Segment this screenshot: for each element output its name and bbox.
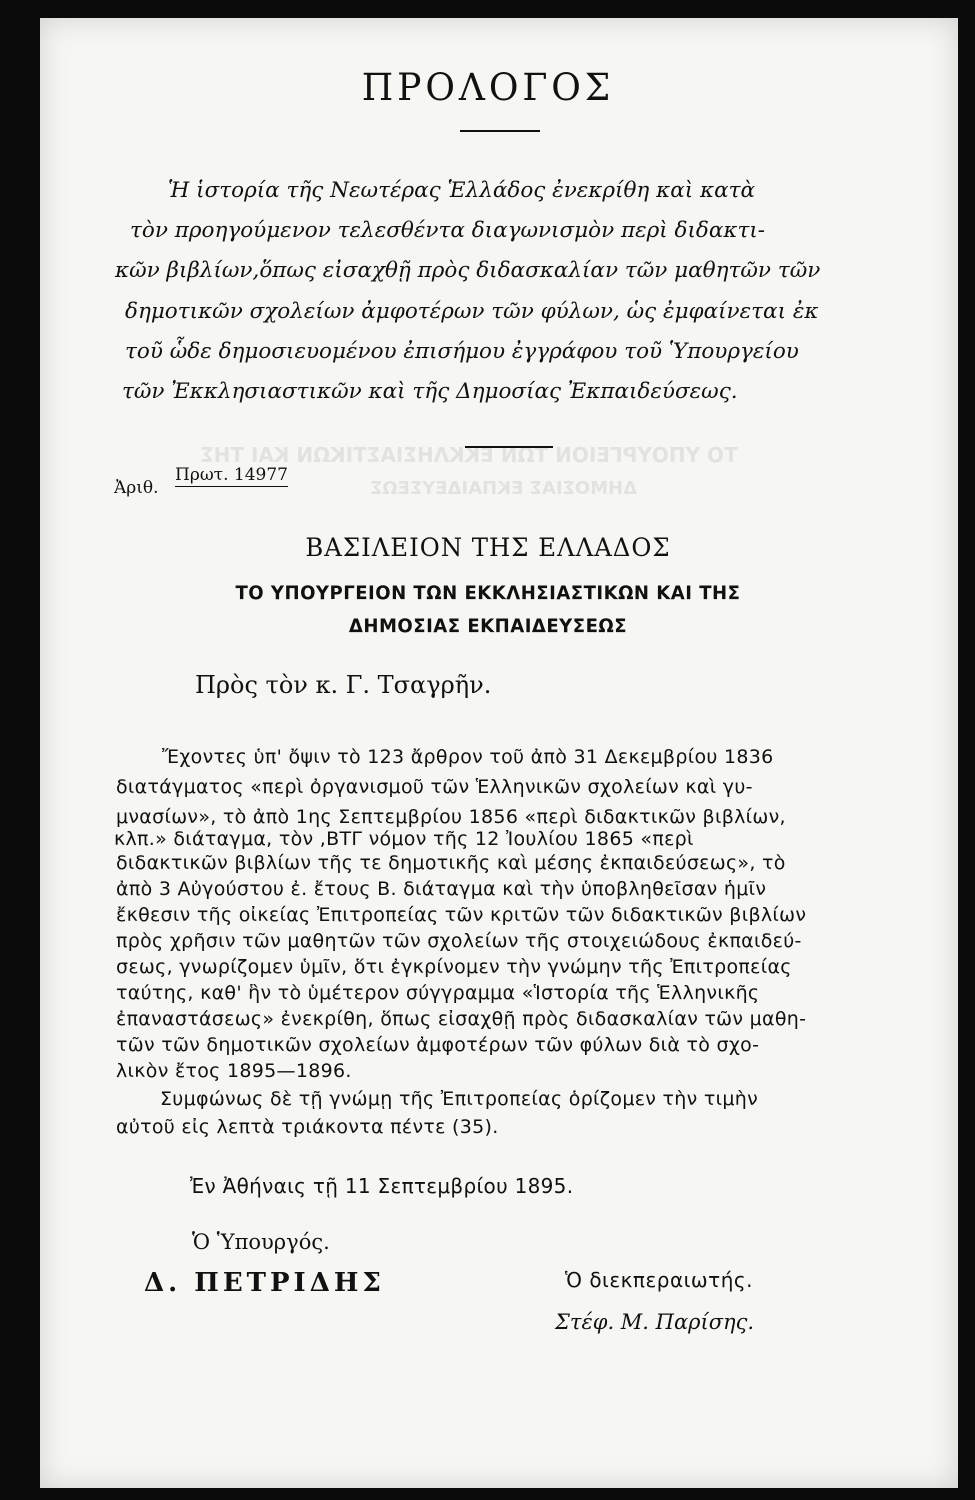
ministry-heading-line2: ΔΗΜΟΣΙΑΣ ΕΚΠΑΙΔΕΥΣΕΩΣ <box>348 616 628 637</box>
minister-title: Ὁ Ὑπουργός. <box>192 1230 330 1254</box>
addressee: Πρὸς τὸν κ. Γ. Τσαγρῆν. <box>195 671 492 699</box>
intro-line: τοῦ ὧδε δημοσιευομένου ἐπισήμου ἐγγράφου τοῦ Ὑπουργείου <box>125 339 799 364</box>
bleed-through-text: ΔΗΜΟΣΙΑΣ ΕΚΠΑΙΔΕΥΣΕΩΣ <box>370 478 638 499</box>
courier-title: Ὁ διεκπεραιωτής. <box>565 1268 753 1292</box>
intro-line: Ἡ ἱστορία τῆς Νεωτέρας Ἑλλάδος ἐνεκρίθη καὶ κατὰ <box>168 178 756 203</box>
protocol-prefix: Ἀριθ. <box>114 478 159 498</box>
intro-line: τὸν προηγούμενον τελεσθέντα διαγωνισμὸν περὶ διδακτι- <box>130 218 766 243</box>
bleed-through-text: ΤΟ ΥΠΟΥΡΓΕΙΟΝ ΤΩΝ ΕΚΚΛΗΣΙΑΣΤΙΚΩΝ ΚΑΙ ΤΗΣ <box>200 443 738 467</box>
kingdom-heading: ΒΑΣΙΛΕΙΟΝ ΤΗΣ ΕΛΛΑΔΟΣ <box>305 533 671 562</box>
body-line: αὐτοῦ εἰς λεπτὰ τριάκοντα πέντε (35). <box>116 1116 499 1138</box>
section-divider <box>465 446 553 448</box>
body-line: Ἔχοντες ὑπ' ὄψιν τὸ 123 ἄρθρον τοῦ ἀπὸ 31 Δεκεμβρίου 1836 <box>162 746 774 768</box>
body-line: διατάγματος «περὶ ὀργανισμοῦ τῶν Ἑλληνικῶν σχολείων καὶ γυ- <box>116 776 753 798</box>
body-line: διδακτικῶν βιβλίων τῆς τε δημοτικῆς καὶ μέσης ἐκπαιδεύσεως», τὸ <box>116 852 786 874</box>
body-line: σεως, γνωρίζομεν ὑμῖν, ὅτι ἐγκρίνομεν τὴν γνώμην τῆς Ἐπιτροπείας <box>116 956 792 978</box>
intro-line: κῶν βιβλίων,ὅπως εἰσαχθῇ πρὸς διδασκαλίαν τῶν μαθητῶν τῶν <box>115 258 821 283</box>
body-line: Συμφώνως δὲ τῇ γνώμῃ τῆς Ἐπιτροπείας ὁρίζομεν τὴν τιμὴν <box>160 1088 758 1110</box>
minister-signature: Δ. ΠΕΤΡΙΔΗΣ <box>144 1268 385 1298</box>
intro-line: δημοτικῶν σχολείων ἀμφοτέρων τῶν φύλων, ὡς ἐμφαίνεται ἐκ <box>125 299 819 324</box>
body-line: λικὸν ἔτος 1895—1896. <box>116 1060 352 1082</box>
ministry-heading-line1: ΤΟ ΥΠΟΥΡΓΕΙΟΝ ΤΩΝ ΕΚΚΛΗΣΙΑΣΤΙΚΩΝ ΚΑΙ ΤΗΣ <box>235 583 741 604</box>
document-page <box>40 18 958 1488</box>
body-line: μνασίων», τὸ ἀπὸ 1ης Σεπτεμβρίου 1856 «περὶ διδακτικῶν βιβλίων, <box>116 806 786 828</box>
place-and-date: Ἐν Ἀθήναις τῇ 11 Σεπτεμβρίου 1895. <box>190 1174 574 1198</box>
body-line: ἐπαναστάσεως» ἐνεκρίθη, ὅπως εἰσαχθῇ πρὸς διδασκαλίαν τῶν μαθη- <box>116 1008 807 1030</box>
courier-signature: Στέφ. Μ. Παρίσης. <box>555 1310 755 1334</box>
body-line: πρὸς χρῆσιν τῶν μαθητῶν τῶν σχολείων τῆς στοιχειώδους ἐκπαιδεύ- <box>116 930 802 952</box>
body-line: τῶν τῶν δημοτικῶν σχολείων ἀμφοτέρων τῶν φύλων διὰ τὸ σχο- <box>116 1034 760 1056</box>
body-line: ταύτης, καθ' ἣν τὸ ὑμέτερον σύγγραμμα «Ἱστορία τῆς Ἑλληνικῆς <box>116 982 760 1004</box>
protocol-number: Πρωτ. 14977 <box>175 465 288 485</box>
page-title: ΠΡΟΛΟΓΟΣ <box>361 66 615 109</box>
body-line: ἀπὸ 3 Αὐγούστου ἐ. ἔτους Β. διάταγμα καὶ τὴν ὑποβληθεῖσαν ἡμῖν <box>116 878 767 900</box>
body-line: κλπ.» διάταγμα, τὸν ,ΒΤΓ νόμον τῆς 12 Ἰουλίου 1865 «περὶ <box>114 828 694 850</box>
body-line: ἔκθεσιν τῆς οἰκείας Ἐπιτροπείας τῶν κριτῶν τῶν διδακτικῶν βιβλίων <box>116 904 807 926</box>
title-divider <box>460 130 540 132</box>
intro-line: τῶν Ἐκκλησιαστικῶν καὶ τῆς Δημοσίας Ἐκπαιδεύσεως. <box>122 379 738 404</box>
